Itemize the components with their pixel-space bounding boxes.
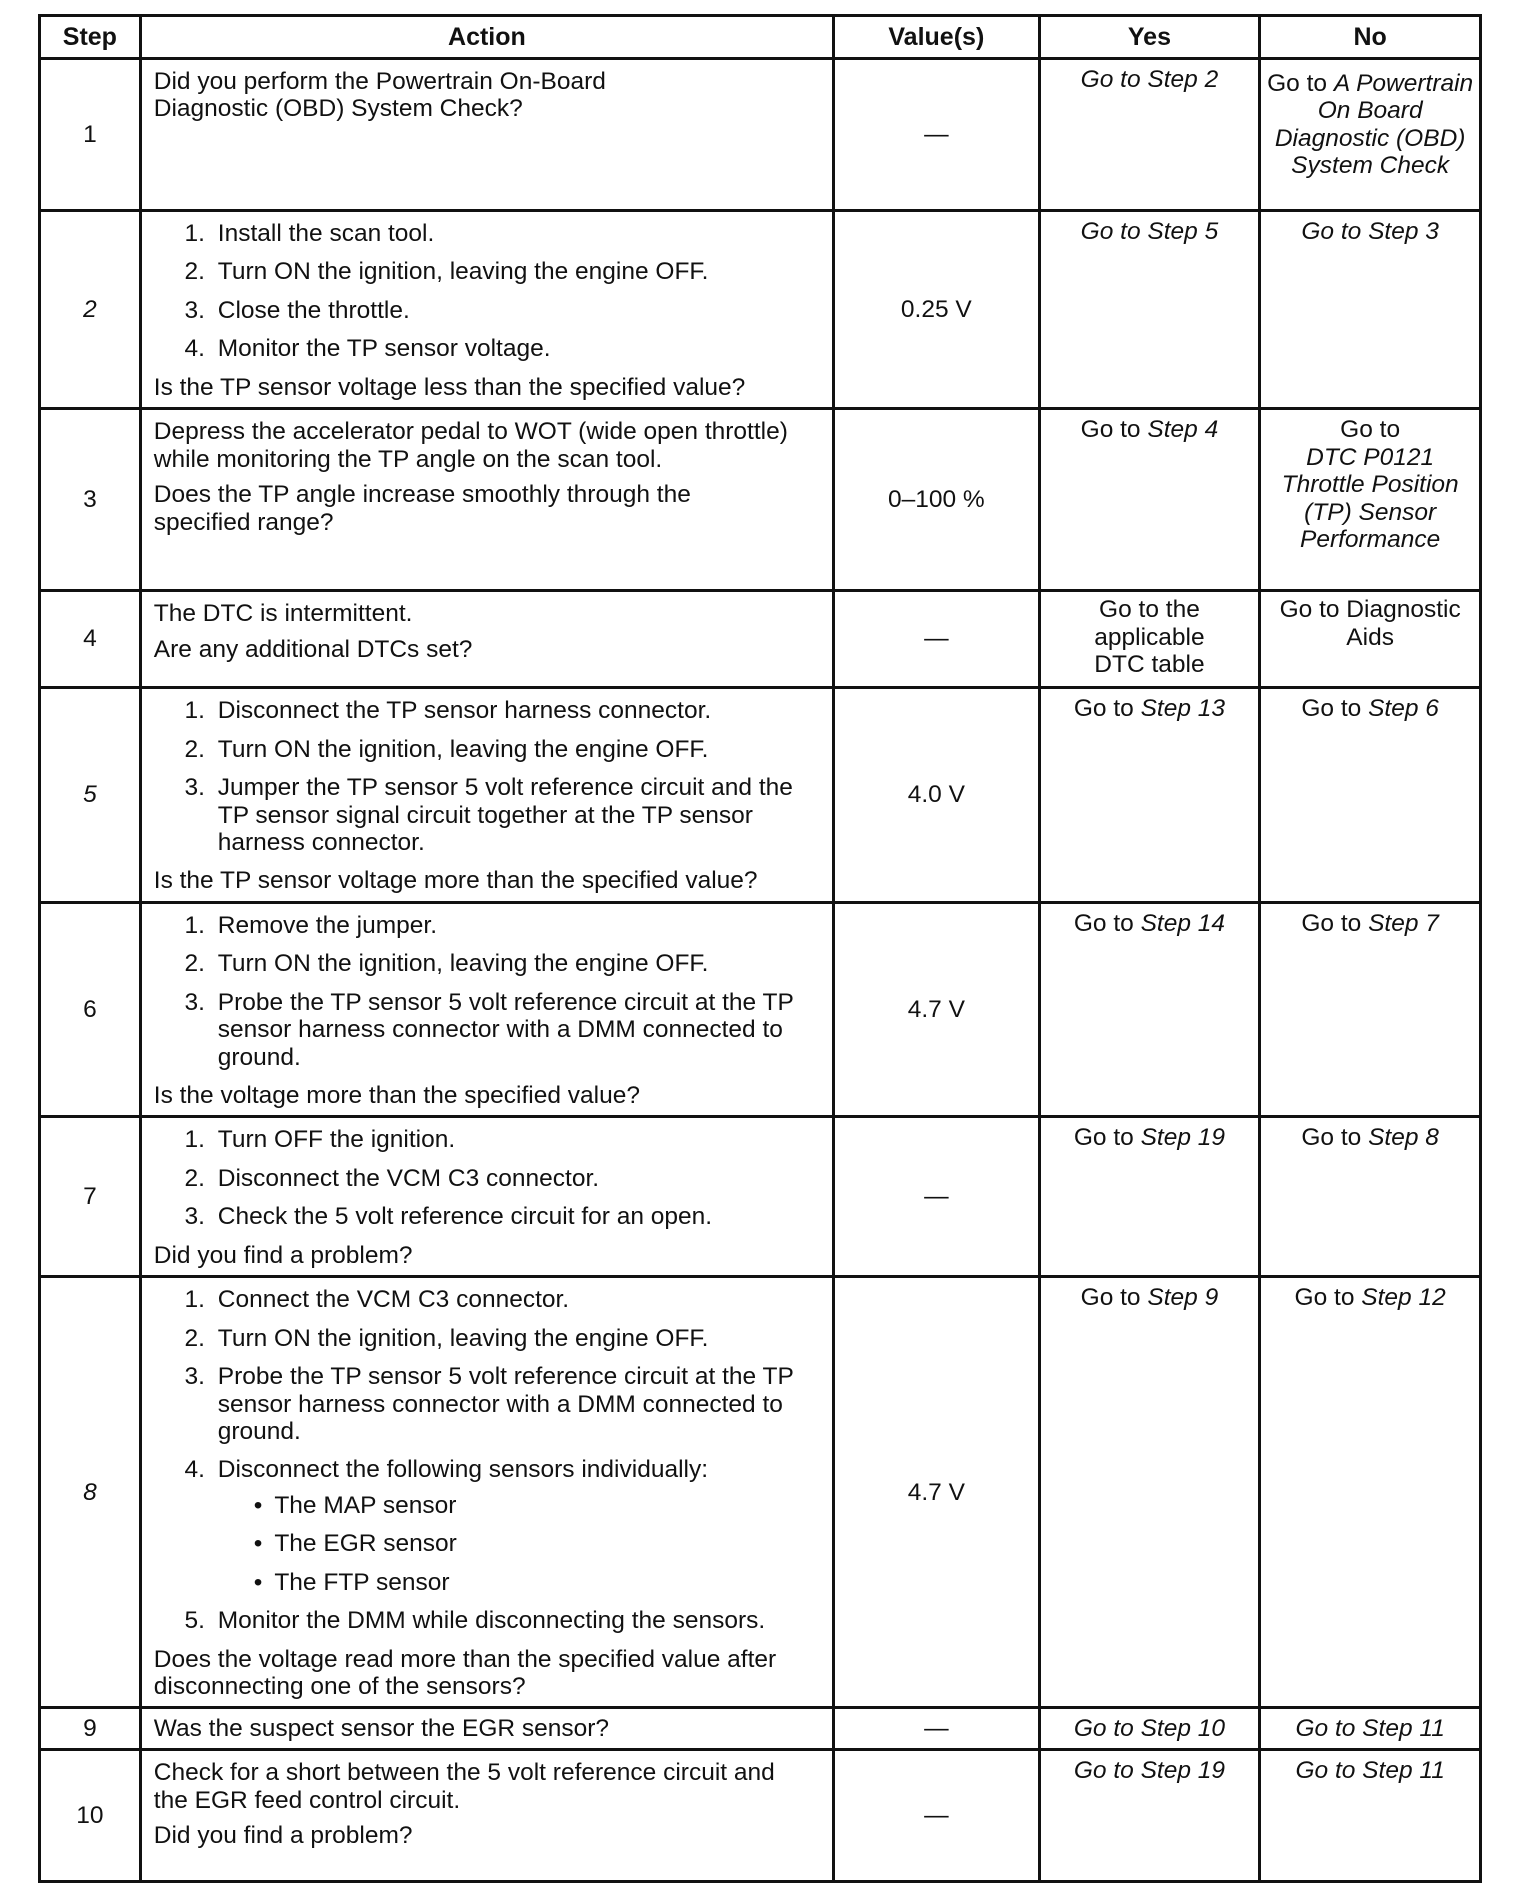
yes-cell xyxy=(1039,1750,1260,1882)
action-question: Does the voltage read more than the specified value after disconnecting one of the sensors? xyxy=(153,1645,777,1700)
action-step: 1. Turn OFF the ignition. xyxy=(212,1126,822,1153)
action-steps xyxy=(154,1126,822,1230)
step-number: 2 xyxy=(40,211,141,409)
no-cell xyxy=(1260,1117,1481,1277)
header-step: Step xyxy=(40,16,141,59)
action-step: 1. Remove the jumper. xyxy=(212,912,822,939)
yes-link[interactable]: Go to Step 10 xyxy=(1073,1715,1226,1743)
step-number: 8 xyxy=(40,1277,141,1708)
no-link[interactable]: DTC P0121 Throttle Position (TP) Sensor Performance xyxy=(1281,443,1459,553)
value-cell: 0.25 V xyxy=(834,211,1040,409)
action-cell xyxy=(140,1117,833,1277)
action-step: 2. Turn ON the ignition, leaving the engine OFF. xyxy=(212,1325,822,1352)
no-cell xyxy=(1260,902,1481,1117)
no-link[interactable]: Go to Step 11 xyxy=(1295,1715,1445,1743)
no-prefix: Go to xyxy=(1294,1284,1355,1312)
action-intro: Depress the accelerator pedal to WOT (wide open throttle) while monitoring the TP angle on the scan tool. xyxy=(153,418,788,473)
no-cell xyxy=(1260,1708,1481,1750)
table-row xyxy=(40,902,1481,1117)
no-link[interactable]: Step 6 xyxy=(1368,695,1439,723)
sensor-item: • The EGR sensor xyxy=(248,1530,822,1557)
yes-prefix: Go to xyxy=(1080,1284,1141,1312)
no-cell xyxy=(1260,211,1481,409)
no-link[interactable]: Step 8 xyxy=(1368,1124,1439,1152)
step-number: 6 xyxy=(40,902,141,1117)
action-step: 2. Disconnect the VCM C3 connector. xyxy=(212,1165,822,1192)
action-step: 3. Check the 5 volt reference circuit for an open. xyxy=(212,1203,822,1230)
no-cell xyxy=(1260,1277,1481,1708)
yes-cell xyxy=(1039,902,1260,1117)
table-row xyxy=(40,688,1481,903)
table-row xyxy=(40,59,1481,211)
yes-link[interactable]: Step 13 xyxy=(1140,695,1226,723)
action-intro: Check for a short between the 5 volt reference circuit and the EGR feed control circuit. xyxy=(153,1759,775,1814)
action-step: 3. Probe the TP sensor 5 volt reference circuit at the TP sensor harness connector with a DMM connected to ground. xyxy=(212,1363,822,1445)
yes-cell xyxy=(1039,688,1260,903)
value-cell: — xyxy=(834,1750,1040,1882)
action-question: Is the voltage more than the specified value? xyxy=(153,1082,640,1109)
value-cell: — xyxy=(834,59,1040,211)
header-row xyxy=(40,16,1481,59)
no-cell xyxy=(1260,688,1481,903)
action-step: 3. Jumper the TP sensor 5 volt reference circuit and the TP sensor signal circuit together at the TP sensor harness connector. xyxy=(212,774,822,856)
no-cell xyxy=(1260,59,1481,211)
no-link[interactable]: Go to Diagnostic Aids xyxy=(1279,596,1461,651)
no-cell xyxy=(1260,409,1481,591)
action-step: 1. Disconnect the TP sensor harness connector. xyxy=(212,697,822,724)
header-yes: Yes xyxy=(1039,16,1260,59)
value-cell: — xyxy=(834,591,1040,688)
action-question: Was the suspect sensor the EGR sensor? xyxy=(153,1715,610,1743)
action-cell xyxy=(140,688,833,903)
sensor-list xyxy=(218,1492,822,1596)
action-cell xyxy=(140,409,833,591)
yes-prefix: Go to xyxy=(1073,695,1134,723)
action-step: 1. Install the scan tool. xyxy=(212,220,822,247)
sensor-item: • The MAP sensor xyxy=(248,1492,822,1519)
step-number: 1 xyxy=(40,59,141,211)
action-steps xyxy=(154,1286,822,1634)
yes-cell xyxy=(1039,591,1260,688)
action-step: 1. Connect the VCM C3 connector. xyxy=(212,1286,822,1313)
yes-prefix: Go to xyxy=(1073,909,1134,937)
yes-link[interactable]: Step 9 xyxy=(1147,1284,1219,1312)
yes-link[interactable]: Go to Step 5 xyxy=(1080,218,1219,245)
table-row xyxy=(40,591,1481,688)
step-number: 5 xyxy=(40,688,141,903)
action-cell xyxy=(140,1750,833,1882)
header-no: No xyxy=(1260,16,1481,59)
value-cell: 4.7 V xyxy=(834,902,1040,1117)
action-steps xyxy=(154,220,822,363)
action-steps xyxy=(154,697,822,856)
action-intro: The DTC is intermittent. xyxy=(153,600,413,628)
action-question: Is the TP sensor voltage more than the specified value? xyxy=(153,867,758,895)
no-prefix: Go to xyxy=(1301,1124,1362,1152)
table-row xyxy=(40,409,1481,591)
step-number: 9 xyxy=(40,1708,141,1750)
action-question: Does the TP angle increase smoothly through the specified range? xyxy=(153,481,691,536)
no-link[interactable]: Go to Step 3 xyxy=(1301,218,1439,245)
step-number: 7 xyxy=(40,1117,141,1277)
action-step: 3. Close the throttle. xyxy=(212,297,822,324)
action-cell xyxy=(140,902,833,1117)
header-values: Value(s) xyxy=(834,16,1040,59)
no-link[interactable]: Step 7 xyxy=(1368,909,1439,937)
no-cell xyxy=(1260,591,1481,688)
action-cell xyxy=(140,211,833,409)
no-link[interactable]: A Powertrain On Board Diagnostic (OBD) System Check xyxy=(1274,70,1474,180)
step-number: 10 xyxy=(40,1750,141,1882)
action-question: Are any additional DTCs set? xyxy=(153,635,473,663)
step-number: 4 xyxy=(40,591,141,688)
action-question: Did you find a problem? xyxy=(153,1822,413,1850)
action-intro: Did you perform the Powertrain On-Board Diagnostic (OBD) System Check? xyxy=(153,68,606,123)
header-action: Action xyxy=(140,16,833,59)
yes-cell xyxy=(1039,59,1260,211)
yes-link[interactable]: Go to Step 2 xyxy=(1080,66,1219,93)
action-step: 3. Probe the TP sensor 5 volt reference circuit at the TP sensor harness connector with a DMM connected to ground. xyxy=(212,989,822,1071)
action-cell xyxy=(140,591,833,688)
yes-cell xyxy=(1039,1708,1260,1750)
diagnostic-table xyxy=(38,14,1482,1883)
yes-link[interactable]: Go to the applicable DTC table xyxy=(1094,596,1205,679)
no-prefix: Go to xyxy=(1301,909,1362,937)
yes-link[interactable]: Step 14 xyxy=(1140,909,1226,937)
no-link[interactable]: Step 12 xyxy=(1361,1284,1446,1312)
table-row xyxy=(40,211,1481,409)
yes-cell xyxy=(1039,211,1260,409)
step-number: 3 xyxy=(40,409,141,591)
yes-cell xyxy=(1039,409,1260,591)
value-cell: 0–100 % xyxy=(834,409,1040,591)
yes-link[interactable]: Step 4 xyxy=(1147,416,1219,444)
action-step: 5. Monitor the DMM while disconnecting the sensors. xyxy=(212,1607,822,1634)
yes-cell xyxy=(1039,1277,1260,1708)
table-row xyxy=(40,1117,1481,1277)
action-step: 2. Turn ON the ignition, leaving the engine OFF. xyxy=(212,950,822,977)
action-step: 2. Turn ON the ignition, leaving the engine OFF. xyxy=(212,258,822,285)
table-row xyxy=(40,1750,1481,1882)
action-question: Is the TP sensor voltage less than the specified value? xyxy=(153,373,746,401)
sensor-item: • The FTP sensor xyxy=(248,1569,822,1596)
no-cell xyxy=(1260,1750,1481,1882)
no-prefix: Go to xyxy=(1340,416,1401,444)
no-prefix: Go to xyxy=(1267,70,1328,97)
action-cell xyxy=(140,1708,833,1750)
no-link[interactable]: Go to Step 11 xyxy=(1295,1757,1445,1785)
no-prefix: Go to xyxy=(1301,695,1362,723)
value-cell: 4.0 V xyxy=(834,688,1040,903)
action-cell xyxy=(140,1277,833,1708)
yes-prefix: Go to xyxy=(1073,1124,1134,1152)
action-step: 2. Turn ON the ignition, leaving the engine OFF. xyxy=(212,736,822,763)
value-cell: 4.7 V xyxy=(834,1277,1040,1708)
table-row xyxy=(40,1277,1481,1708)
yes-prefix: Go to xyxy=(1080,416,1141,444)
value-cell: — xyxy=(834,1708,1040,1750)
action-step-text: Disconnect the following sensors individually: xyxy=(217,1456,709,1484)
value-cell: — xyxy=(834,1117,1040,1277)
table-row xyxy=(40,1708,1481,1750)
action-cell xyxy=(140,59,833,211)
yes-link[interactable]: Step 19 xyxy=(1140,1124,1226,1152)
yes-link[interactable]: Go to Step 19 xyxy=(1073,1757,1226,1785)
action-steps xyxy=(154,912,822,1071)
action-step: 4. Monitor the TP sensor voltage. xyxy=(212,335,822,362)
action-question: Did you find a problem? xyxy=(153,1241,413,1269)
yes-cell xyxy=(1039,1117,1260,1277)
action-step xyxy=(212,1456,822,1596)
